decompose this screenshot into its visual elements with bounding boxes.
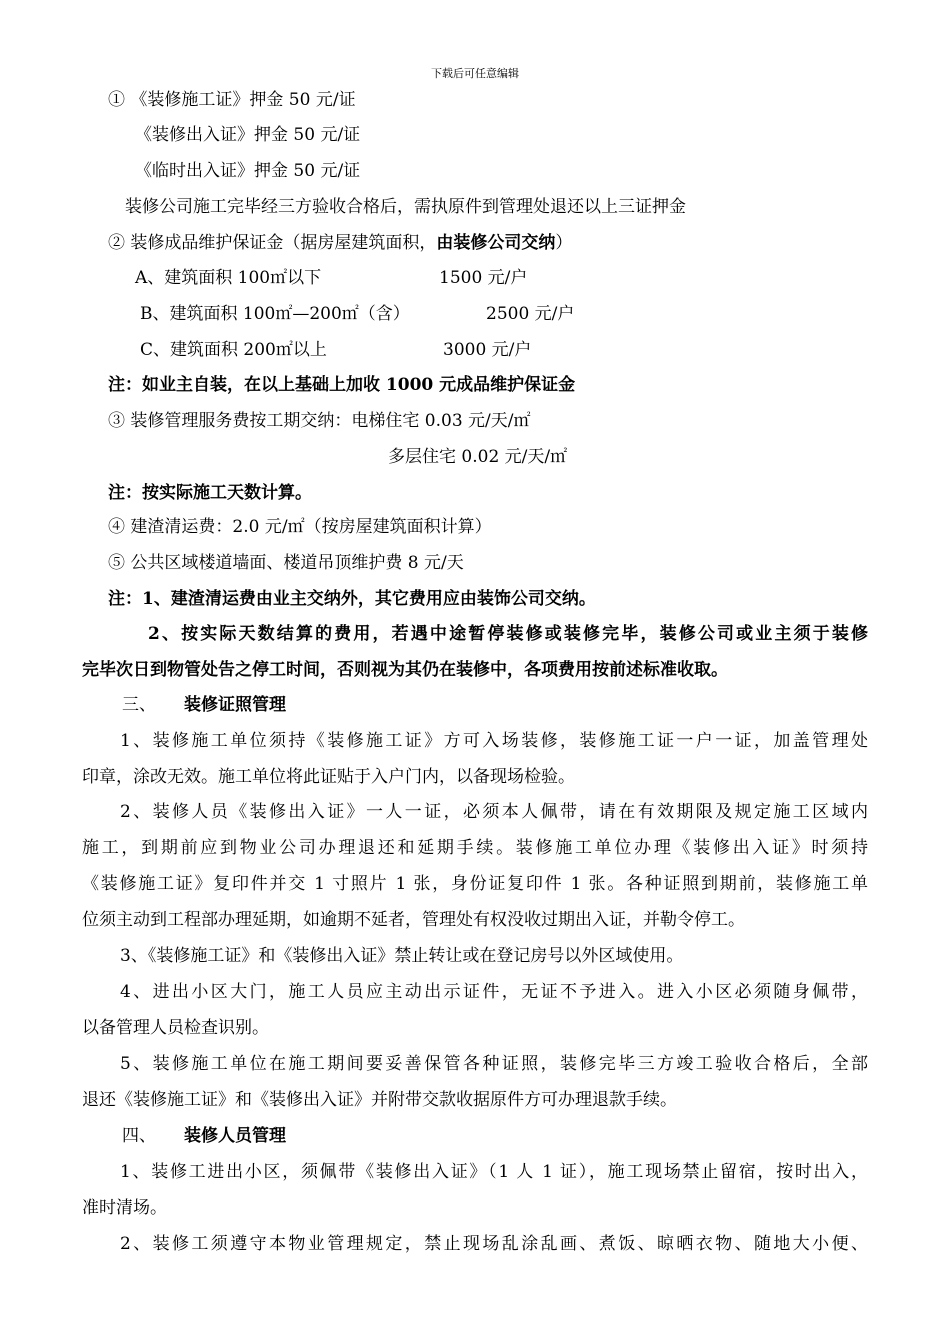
sec3-para-2a: 2、装修人员《装修出入证》一人一证，必须本人佩带，请在有效期限及规定施工区域内 (120, 802, 868, 822)
row-fee: 3000 元/户 (443, 340, 532, 360)
deposit-refund-note: 装修公司施工完毕经三方验收合格后，需执原件到管理处退还以上三证押金 (125, 197, 686, 217)
service-fee-line-2: 多层住宅 0.02 元/天/㎡ (388, 447, 568, 467)
fees-note-2b: 完毕次日到物管处告之停工时间，否则视为其仍在装修中，各项费用按前述标准收取。 (82, 660, 728, 680)
row-label: A、建筑面积 100㎡以下 (135, 268, 322, 288)
service-fee-line-1: ③ 装修管理服务费按工期交纳：电梯住宅 0.03 元/天/㎡ (108, 411, 531, 431)
sec3-para-2c: 《装修施工证》复印件并交 1 寸照片 1 张，身份证复印件 1 张。各种证照到期前，装修施工单 (82, 874, 868, 894)
sec4-para-1a: 1、装修工进出小区，须佩带《装修出入证》（1 人 1 证），施工现场禁止留宿，按时出入， (120, 1162, 868, 1182)
service-fee-note: 注：按实际施工天数计算。 (108, 483, 312, 503)
public-area-fee-line: ⑤ 公共区域楼道墙面、楼道吊顶维护费 8 元/天 (108, 553, 464, 573)
deposit-line-3: 《临时出入证》押金 50 元/证 (135, 161, 361, 181)
section-4-title: 装修人员管理 (184, 1126, 286, 1146)
fees-note-1: 注：1、建渣清运费由业主交纳外，其它费用应由装饰公司交纳。 (108, 589, 596, 609)
section-4-number: 四、 (122, 1126, 156, 1146)
row-fee: 1500 元/户 (439, 268, 528, 288)
fees-note-2a: 2、按实际天数结算的费用，若遇中途暂停装修或装修完毕，装修公司或业主须于装修 (148, 624, 868, 644)
sec3-para-5a: 5、装修施工单位在施工期间要妥善保管各种证照，装修完毕三方竣工验收合格后，全部 (120, 1054, 868, 1074)
sec4-para-1b: 准时清场。 (82, 1198, 167, 1218)
maintenance-title-text: ② 装修成品维护保证金（据房屋建筑面积， (108, 233, 437, 253)
sec3-para-4a: 4、进出小区大门，施工人员应主动出示证件，无证不予进入。进入小区必须随身佩带， (120, 982, 868, 1002)
section-3-number: 三、 (122, 695, 156, 715)
row-label: B、建筑面积 100㎡—200㎡（含） (140, 304, 410, 324)
sec3-para-5b: 退还《装修施工证》和《装修出入证》并附带交款收据原件方可办理退款手续。 (82, 1090, 677, 1110)
section-3-title: 装修证照管理 (184, 695, 286, 715)
page-header: 下载后可任意编辑 (431, 67, 519, 80)
maintenance-note: 注：如业主自装，在以上基础上加收 1000 元成品维护保证金 (108, 375, 576, 395)
debris-fee-line: ④ 建渣清运费：2.0 元/㎡（按房屋建筑面积计算） (108, 517, 492, 537)
sec3-para-1b: 印章，涂改无效。施工单位将此证贴于入户门内，以备现场检验。 (82, 767, 575, 787)
maintenance-title-bold: 由装修公司交纳 (436, 233, 556, 253)
sec3-para-4b: 以备管理人员检查识别。 (82, 1018, 269, 1038)
row-label: C、建筑面积 200㎡以上 (140, 340, 327, 360)
sec4-para-2: 2、装修工须遵守本物业管理规定，禁止现场乱涂乱画、煮饭、晾晒衣物、随地大小便、 (120, 1234, 868, 1254)
sec3-para-3: 3、《装修施工证》和《装修出入证》禁止转让或在登记房号以外区域使用。 (120, 946, 684, 966)
row-fee: 2500 元/户 (486, 304, 575, 324)
sec3-para-2b: 施工，到期前应到物业公司办理退还和延期手续。装修施工单位办理《装修出入证》时须持 (82, 838, 868, 858)
maintenance-title (108, 231, 950, 255)
sec3-para-2d: 位须主动到工程部办理延期，如逾期不延者，管理处有权没收过期出入证，并勒令停工。 (82, 910, 745, 930)
deposit-line-1: ① 《装修施工证》押金 50 元/证 (108, 90, 356, 110)
maintenance-title-close: ） (555, 233, 573, 253)
deposit-line-2: 《装修出入证》押金 50 元/证 (135, 125, 361, 145)
sec3-para-1a: 1、装修施工单位须持《装修施工证》方可入场装修，装修施工证一户一证，加盖管理处 (120, 731, 868, 751)
